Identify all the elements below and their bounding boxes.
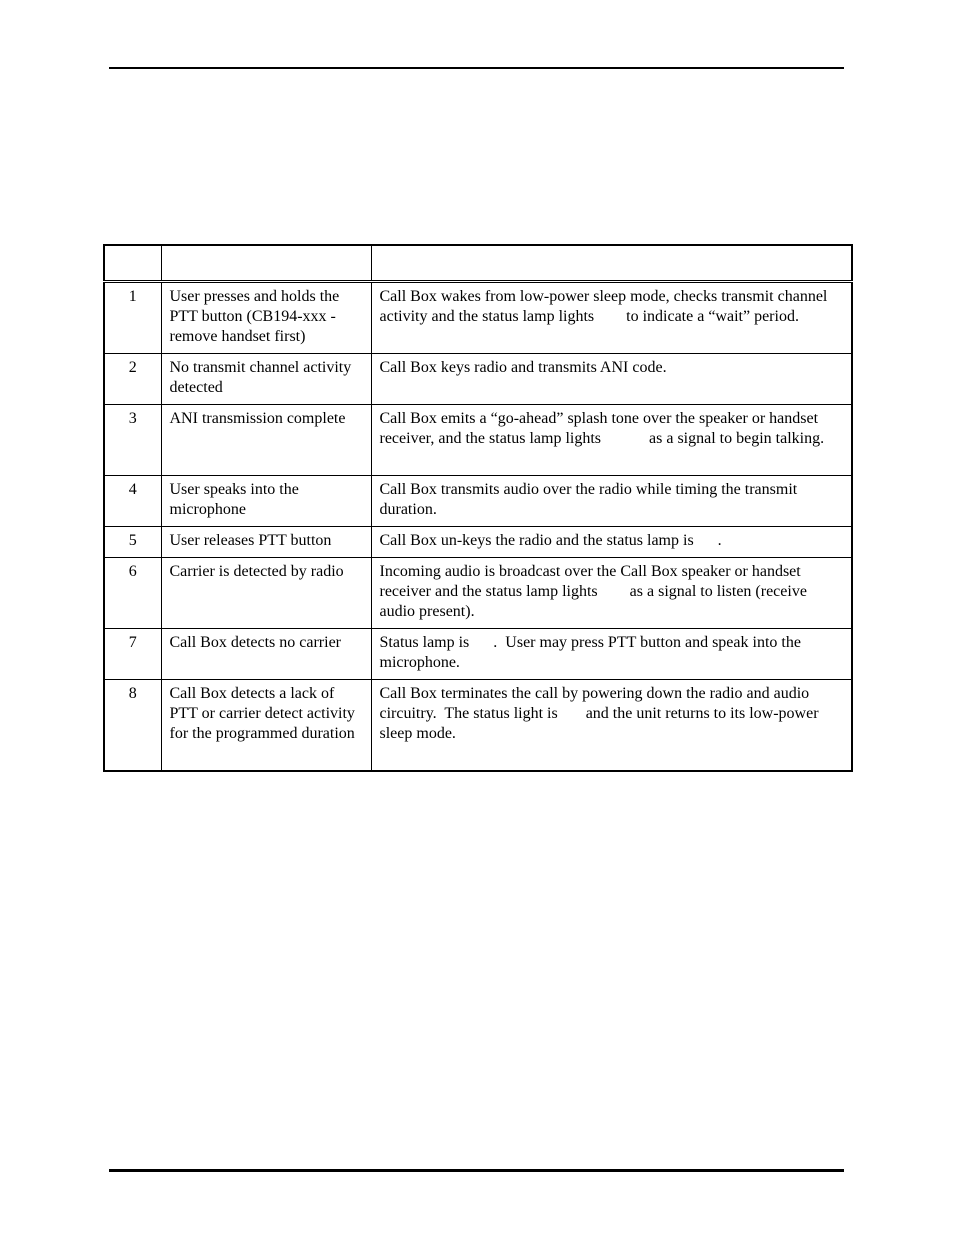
- table-row: [104, 282, 852, 354]
- step-result: Call Box emits a “go-ahead” splash tone over the speaker or handset receiver, and the status lamp lights as a signal to begin talking.: [371, 405, 852, 476]
- footer-rule: [109, 1169, 844, 1172]
- header-cell-step: [104, 245, 161, 282]
- header-cell-action: [161, 245, 371, 282]
- step-action: User releases PTT button: [161, 527, 371, 558]
- step-action: Call Box detects no carrier: [161, 629, 371, 680]
- step-action: User speaks into the microphone: [161, 476, 371, 527]
- table-row: [104, 527, 852, 558]
- step-action: Carrier is detected by radio: [161, 558, 371, 629]
- step-result: Call Box transmits audio over the radio while timing the transmit duration.: [371, 476, 852, 527]
- table-header-row: [104, 245, 852, 282]
- step-result: Call Box wakes from low-power sleep mode, checks transmit channel activity and the status lamp lights to indicate a “wait” period.: [371, 282, 852, 354]
- step-number: 2: [104, 354, 161, 405]
- step-action: Call Box detects a lack of PTT or carrier detect activity for the programmed duration: [161, 680, 371, 771]
- step-result: Call Box un-keys the radio and the status lamp is .: [371, 527, 852, 558]
- step-action: No transmit channel activity detected: [161, 354, 371, 405]
- step-result: Status lamp is . User may press PTT button and speak into the microphone.: [371, 629, 852, 680]
- step-number: 4: [104, 476, 161, 527]
- table-row: [104, 476, 852, 527]
- step-number: 7: [104, 629, 161, 680]
- step-number: 1: [104, 282, 161, 354]
- step-action: User presses and holds the PTT button (CB194-xxx - remove handset first): [161, 282, 371, 354]
- step-result: Call Box terminates the call by powering down the radio and audio circuitry. The status light is and the unit returns to its low-power sleep mode.: [371, 680, 852, 771]
- header-cell-result: [371, 245, 852, 282]
- table-row: [104, 629, 852, 680]
- step-number: 5: [104, 527, 161, 558]
- table-row: [104, 558, 852, 629]
- step-number: 8: [104, 680, 161, 771]
- step-number: 6: [104, 558, 161, 629]
- step-result: Call Box keys radio and transmits ANI code.: [371, 354, 852, 405]
- table-row: [104, 354, 852, 405]
- table-row: [104, 680, 852, 771]
- step-number: 3: [104, 405, 161, 476]
- step-action: ANI transmission complete: [161, 405, 371, 476]
- header-rule: [109, 67, 844, 69]
- step-result: Incoming audio is broadcast over the Call Box speaker or handset receiver and the status lamp lights as a signal to listen (receive audio present).: [371, 558, 852, 629]
- table-row: [104, 405, 852, 476]
- call-sequence-table: [103, 244, 853, 772]
